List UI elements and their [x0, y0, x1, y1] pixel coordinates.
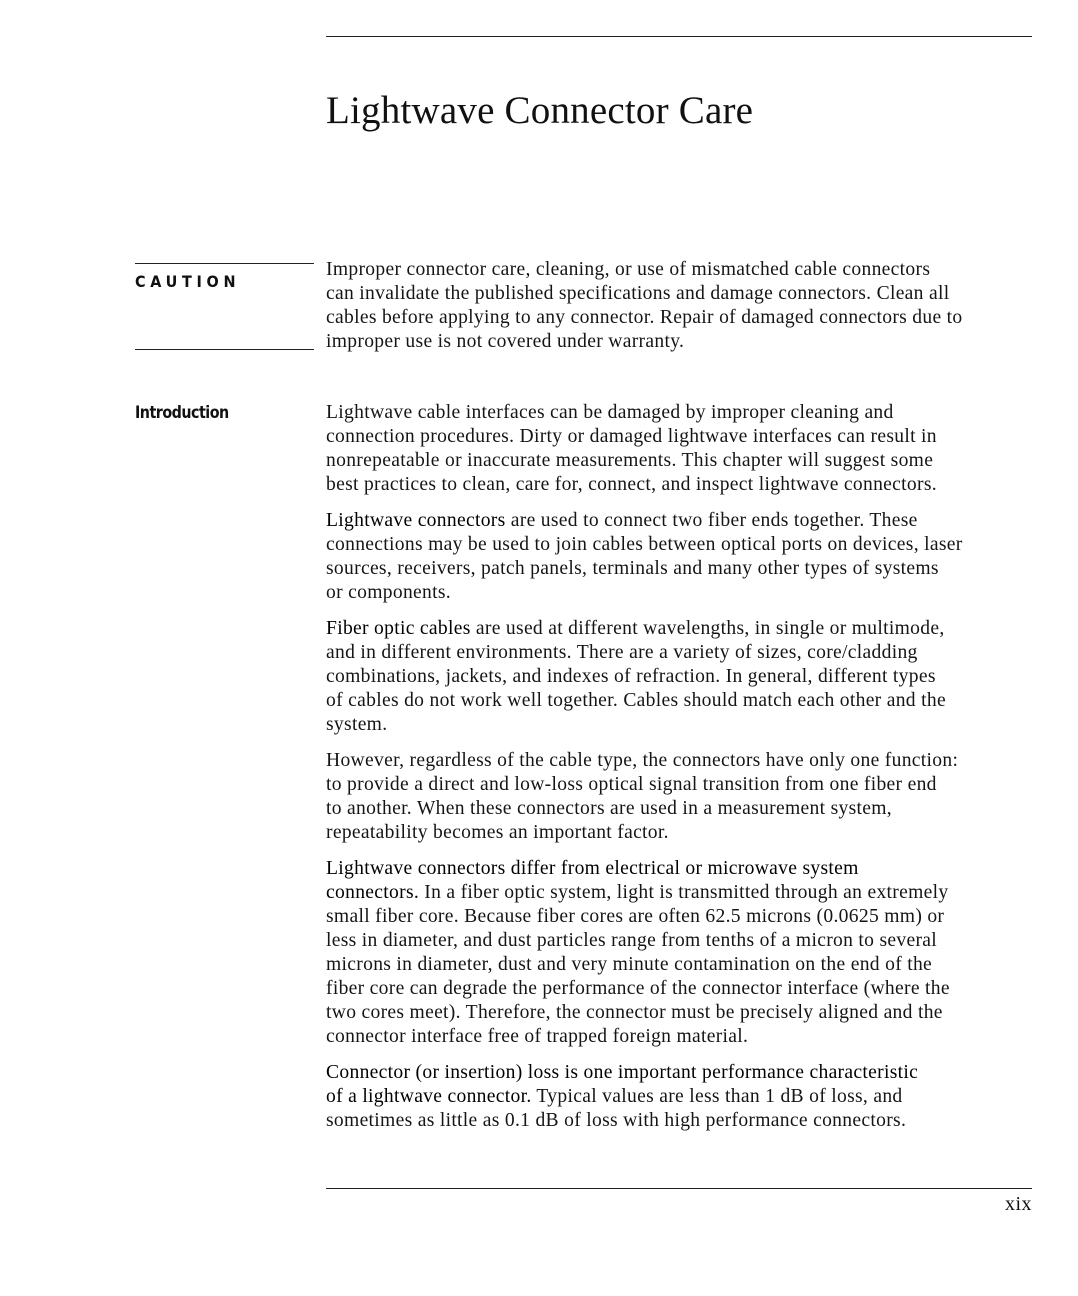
text-line: connections may be used to join cables between optical ports on devices, laser	[326, 534, 963, 555]
text-line: combinations, jackets, and indexes of refraction. In general, different types	[326, 666, 936, 687]
caution-label: CAUTION	[135, 272, 241, 291]
text-line: However, regardless of the cable type, the connectors have only one function:	[326, 750, 959, 771]
section-label: Introduction	[135, 403, 229, 423]
caution-line: improper use is not covered under warranty.	[326, 331, 685, 352]
text-line: Lightwave cable interfaces can be damaged by improper cleaning and	[326, 402, 894, 423]
text-line: small fiber core. Because fiber cores are often 62.5 microns (0.0625 mm) or	[326, 906, 945, 927]
caution-rule-top	[135, 263, 314, 264]
section-body	[326, 401, 1046, 1145]
paragraph-lead: Connector (or insertion) loss is one important performance characteristic	[326, 1062, 919, 1083]
caution-line: cables before applying to any connector. Repair of damaged connectors due to	[326, 307, 963, 328]
page-title: Lightwave Connector Care	[326, 89, 754, 132]
text-line: repeatability becomes an important factor.	[326, 822, 669, 843]
footer-rule	[326, 1188, 1032, 1189]
caution-rule-bottom	[135, 349, 314, 350]
paragraph-2	[326, 509, 1046, 605]
text-line: In a fiber optic system, light is transmitted through an extremely	[419, 882, 949, 903]
text-line: sometimes as little as 0.1 dB of loss with high performance connectors.	[326, 1110, 907, 1131]
paragraph-6	[326, 1061, 1046, 1133]
paragraph-5	[326, 857, 1046, 1049]
paragraph-lead: of a lightwave connector.	[326, 1086, 532, 1107]
paragraph-4	[326, 749, 1046, 845]
paragraph-lead: connectors.	[326, 882, 420, 903]
paragraph-1	[326, 401, 1046, 497]
text-line: to provide a direct and low-loss optical signal transition from one fiber end	[326, 774, 937, 795]
paragraph-3	[326, 617, 1046, 737]
text-line: and in different environments. There are a variety of sizes, core/cladding	[326, 642, 918, 663]
paragraph-lead: Fiber optic cables	[326, 618, 471, 639]
caution-line: Improper connector care, cleaning, or use of mismatched cable connectors	[326, 259, 931, 280]
text-line: Typical values are less than 1 dB of loss, and	[531, 1086, 903, 1107]
text-line: two cores meet). Therefore, the connector must be precisely aligned and the	[326, 1002, 943, 1023]
top-rule	[326, 36, 1032, 37]
text-line: system.	[326, 714, 388, 735]
text-line: are used to connect two fiber ends together. These	[505, 510, 918, 531]
text-line: fiber core can degrade the performance of the connector interface (where the	[326, 978, 950, 999]
caution-line: can invalidate the published specifications and damage connectors. Clean all	[326, 283, 950, 304]
text-line: less in diameter, and dust particles range from tenths of a micron to several	[326, 930, 938, 951]
text-line: connection procedures. Dirty or damaged lightwave interfaces can result in	[326, 426, 937, 447]
text-line: are used at different wavelengths, in single or multimode,	[470, 618, 945, 639]
page-number: xix	[1004, 1193, 1032, 1215]
text-line: microns in diameter, dust and very minute contamination on the end of the	[326, 954, 933, 975]
text-line: or components.	[326, 582, 452, 603]
caution-text	[326, 258, 1046, 354]
text-line: connector interface free of trapped foreign material.	[326, 1026, 749, 1047]
paragraph-lead: Lightwave connectors	[326, 510, 506, 531]
text-line: sources, receivers, patch panels, terminals and many other types of systems	[326, 558, 939, 579]
text-line: nonrepeatable or inaccurate measurements. This chapter will suggest some	[326, 450, 934, 471]
text-line: best practices to clean, care for, connect, and inspect lightwave connectors.	[326, 474, 937, 495]
paragraph-lead: Lightwave connectors differ from electrical or microwave system	[326, 858, 859, 879]
text-line: of cables do not work well together. Cables should match each other and the	[326, 690, 946, 711]
text-line: to another. When these connectors are used in a measurement system,	[326, 798, 893, 819]
